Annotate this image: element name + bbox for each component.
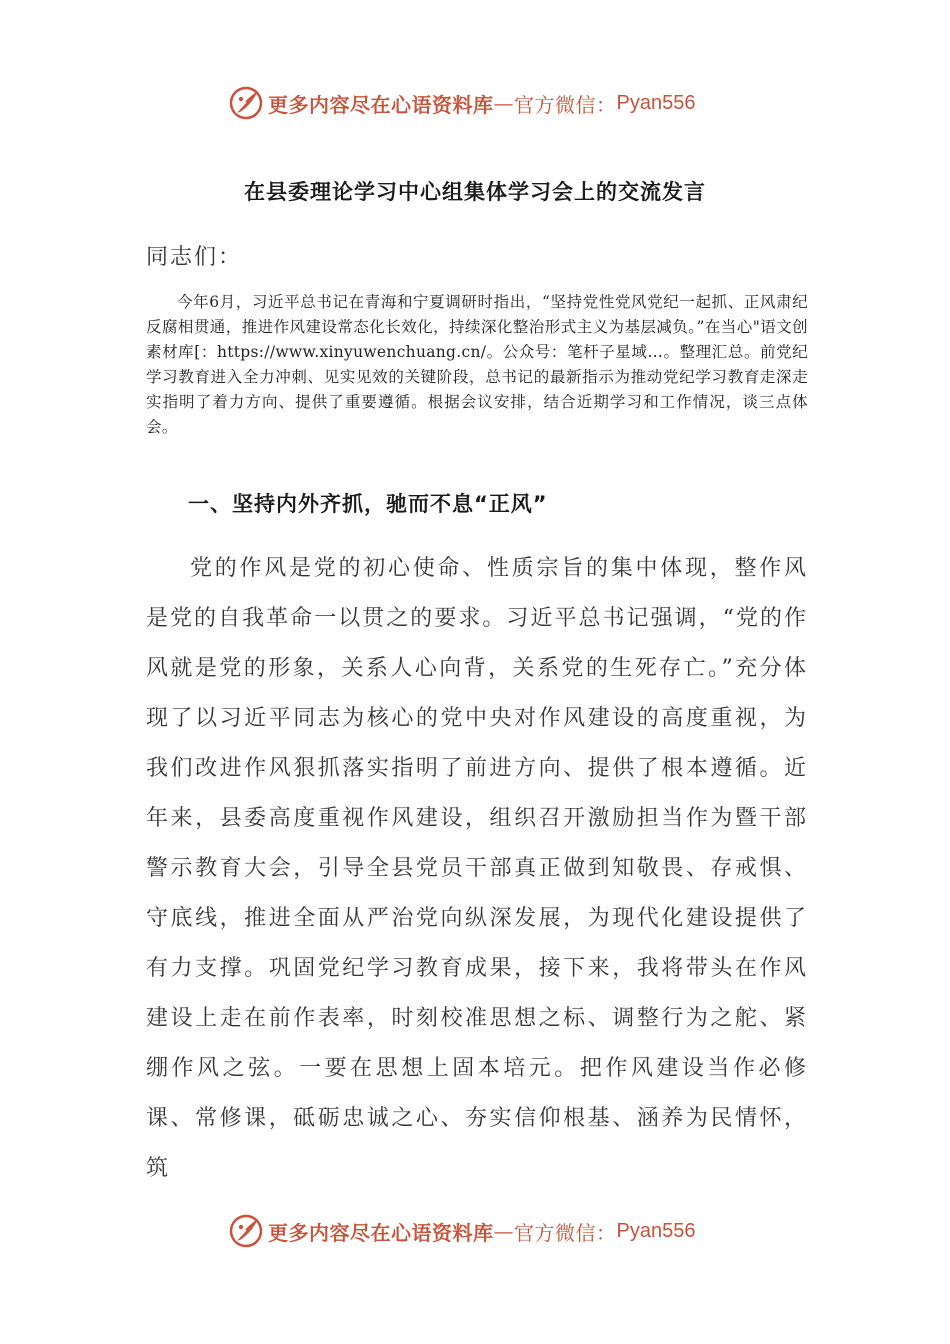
watermark-brand: 更多内容尽在心语资料库 <box>268 92 494 117</box>
watermark-separator: — <box>493 1219 514 1243</box>
watermark-footer <box>228 1211 748 1251</box>
salutation: 同志们： <box>146 245 243 270</box>
watermark-wechat-id: Pyan556 <box>616 1219 696 1242</box>
section-heading: 一、坚持内外齐抓，驰而不息“正风” <box>188 492 548 516</box>
quill-logo-icon <box>228 1213 264 1249</box>
quill-logo-icon <box>228 85 264 121</box>
document-title: 在县委理论学习中心组集体学习会上的交流发言 <box>244 180 706 204</box>
watermark-label: 官方微信： <box>514 92 617 117</box>
watermark-separator: — <box>493 91 514 115</box>
intro-paragraph: 今年6月，习近平总书记在青海和宁夏调研时指出，“坚持党性党风党纪一起抓、正风肃纪反腐相贯通，推进作风建设常态化长效化，持续深化整治形式主义为基层减负。”在当心"语文创素材库[：https://www.xinyuwenchuang.cn/。公众号：笔杆子星域…。整理汇总。前党纪学习教育进入全力冲刺、见实见效的关键阶段，总书记的最新指示为推动党纪学习教育走深走实指明了着力方向、提供了重要遵循。根据会议安排，结合近期学习和工作情况，谈三点体会。 <box>146 293 808 436</box>
watermark-header <box>228 83 748 123</box>
watermark-brand: 更多内容尽在心语资料库 <box>268 1220 494 1245</box>
body-paragraph: 党的作风是党的初心使命、性质宗旨的集中体现，整作风是党的自我革命一以贯之的要求。习近平总书记强调，“党的作风就是党的形象，关系人心向背，关系党的生死存亡。”充分体现了以习近平同志为核心的党中央对作风建设的高度重视，为我们改进作风狠抓落实指明了前进方向、提供了根本遵循。近年来，县委高度重视作风建设，组织召开激励担当作为暨干部警示教育大会，引导全县党员干部真正做到知敬畏、存戒惧、守底线，推进全面从严治党向纵深发展，为现代化建设提供了有力支撑。巩固党纪学习教育成果，接下来，我将带头在作风建设上走在前作表率，时刻校准思想之标、调整行为之舵、紧绷作风之弦。一要在思想上固本培元。把作风建设当作必修课、常修课，砥砺忠诚之心、夯实信仰根基、涵养为民情怀，筑 <box>146 556 808 1181</box>
watermark-wechat-id: Pyan556 <box>616 91 696 114</box>
watermark-label: 官方微信： <box>514 1220 617 1245</box>
